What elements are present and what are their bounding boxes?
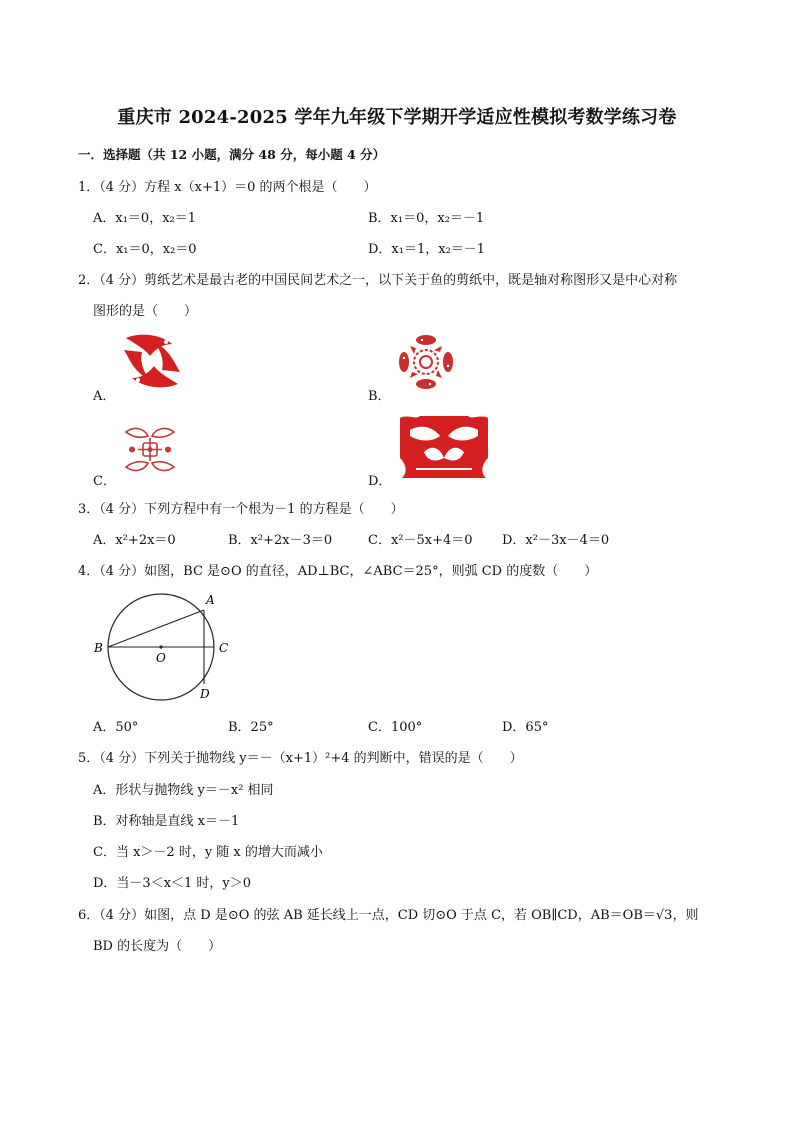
q4-option-d[interactable]: D．65° — [502, 720, 549, 735]
question-6-stem-cont: BD 的长度为（ ） — [93, 939, 222, 954]
q1-option-a[interactable]: A．x₁＝0，x₂＝1 — [93, 211, 197, 226]
fish-papercut-a-icon — [120, 330, 184, 392]
q2-option-d[interactable]: D． — [368, 474, 392, 489]
question-2-stem-cont: 图形的是（ ） — [93, 304, 198, 319]
question-6-stem: 6．（4 分）如图，点 D 是⊙O 的弦 AB 延长线上一点，CD 切⊙O 于点 C，若 OB∥CD，AB＝OB＝√3，则 — [78, 908, 699, 923]
q3-option-c[interactable]: C．x²－5x+4＝0 — [368, 533, 473, 548]
circle-diagram — [90, 590, 240, 705]
q2-option-c[interactable]: C． — [93, 474, 116, 489]
label-c: C — [219, 641, 229, 655]
q4-option-b[interactable]: B．25° — [228, 720, 274, 735]
q3-option-a[interactable]: A．x²+2x＝0 — [93, 533, 176, 548]
question-3-stem: 3．（4 分）下列方程中有一个根为－1 的方程是（ ） — [78, 502, 404, 517]
q5-option-b[interactable]: B．对称轴是直线 x＝－1 — [93, 814, 240, 829]
q1-option-b[interactable]: B．x₁＝0，x₂＝－1 — [368, 211, 485, 226]
label-o: O — [156, 651, 166, 665]
fish-papercut-b-icon — [396, 332, 456, 392]
question-4-stem: 4．（4 分）如图，BC 是⊙O 的直径，AD⊥BC，∠ABC＝25°，则弧 CD 的度数（ ） — [78, 564, 598, 579]
q4-option-a[interactable]: A．50° — [93, 720, 139, 735]
q2-option-a[interactable]: A． — [93, 389, 116, 404]
question-5-stem: 5．（4 分）下列关于抛物线 y＝－（x+1）²+4 的判断中，错误的是（ ） — [78, 751, 523, 766]
q5-option-a[interactable]: A．形状与抛物线 y＝－x² 相同 — [93, 783, 274, 798]
fish-papercut-c-icon — [120, 422, 180, 477]
question-2-stem: 2．（4 分）剪纸艺术是最古老的中国民间艺术之一，以下关于鱼的剪纸中，既是轴对称图形又是中心对称 — [78, 273, 678, 288]
q3-option-b[interactable]: B．x²+2x－3＝0 — [228, 533, 333, 548]
label-b: B — [94, 641, 103, 655]
section-heading: 一．选择题（共 12 小题，满分 48 分，每小题 4 分） — [78, 147, 386, 162]
q1-option-c[interactable]: C．x₁＝0，x₂＝0 — [93, 242, 197, 257]
fish-papercut-d-icon — [396, 412, 492, 482]
label-d: D — [200, 687, 210, 701]
q3-option-d[interactable]: D．x²－3x－4＝0 — [502, 533, 610, 548]
q2-option-b[interactable]: B． — [368, 389, 391, 404]
q5-option-c[interactable]: C．当 x＞－2 时，y 随 x 的增大而减小 — [93, 845, 323, 860]
label-a: A — [206, 593, 215, 607]
q1-option-d[interactable]: D．x₁＝1，x₂＝－1 — [368, 242, 486, 257]
q5-option-d[interactable]: D．当－3＜x＜1 时，y＞0 — [93, 876, 252, 891]
question-1-stem: 1．（4 分）方程 x（x+1）＝0 的两个根是（ ） — [78, 180, 377, 195]
q4-option-c[interactable]: C．100° — [368, 720, 423, 735]
page-title: 重庆市 2024-2025 学年九年级下学期开学适应性模拟考数学练习卷 — [117, 107, 677, 128]
